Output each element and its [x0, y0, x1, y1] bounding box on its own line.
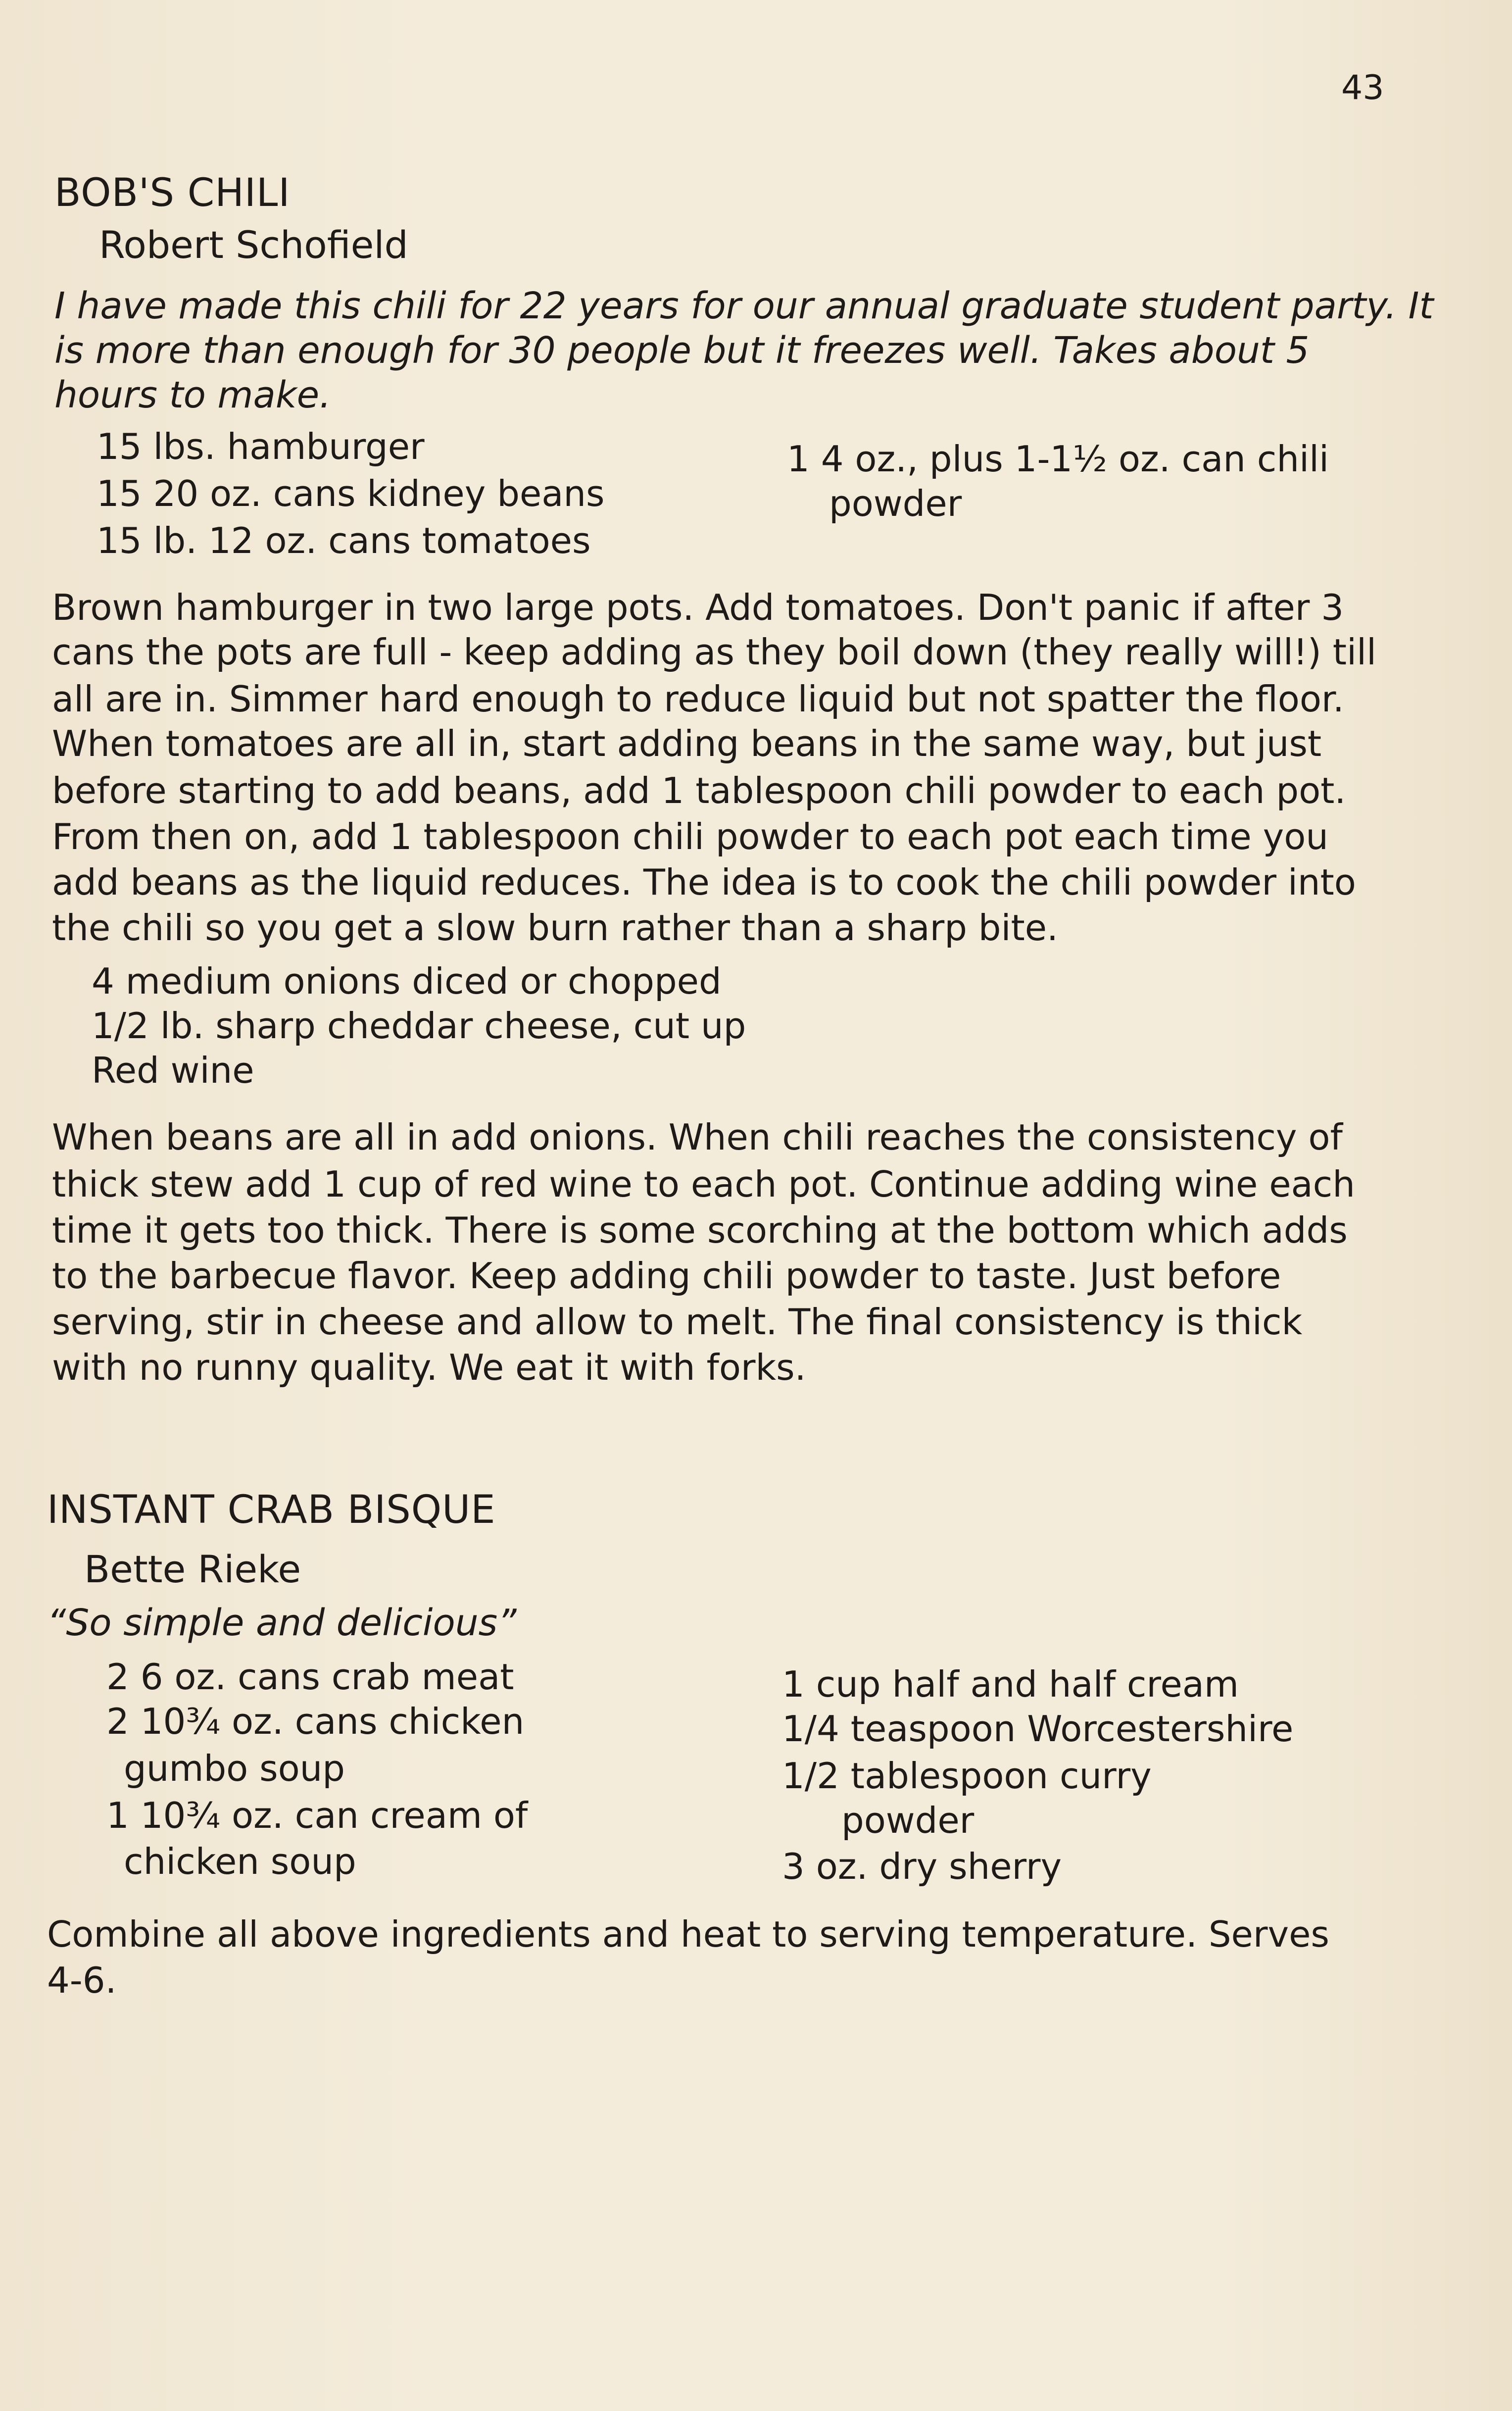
method-line: From then on, add 1 tablespoon chili powder to each pot each time you: [52, 816, 1328, 857]
method-line: with no runny quality. We eat it with forks.: [52, 1347, 806, 1388]
ingredient-item: 2 6 oz. cans crab meat: [106, 1656, 514, 1698]
method-line: all are in. Simmer hard enough to reduce liquid but not spatter the floor.: [52, 678, 1344, 720]
page-number: 43: [1341, 68, 1384, 107]
ingredient-item: 4 medium onions diced or chopped: [92, 960, 722, 1002]
intro-line: I have made this chili for 22 years for our annual graduate student party. It: [54, 285, 1434, 327]
method-line: Brown hamburger in two large pots. Add tomatoes. Don't panic if after 3: [52, 587, 1344, 628]
ingredient-item: 1 10¾ oz. can cream of: [106, 1795, 528, 1836]
method-line: 4-6.: [47, 1959, 117, 2001]
ingredient-item: powder: [829, 483, 962, 524]
recipe-author: Robert Schofield: [99, 223, 408, 267]
ingredient-item: 1 cup half and half cream: [782, 1663, 1239, 1705]
ingredient-item: 3 oz. dry sherry: [782, 1846, 1062, 1887]
method-line: time it gets too thick. There is some scorching at the bottom which adds: [52, 1209, 1348, 1251]
method-line: add beans as the liquid reduces. The idea is to cook the chili powder into: [52, 861, 1356, 903]
ingredient-item: 1/2 lb. sharp cheddar cheese, cut up: [92, 1005, 746, 1047]
ingredient-item: Red wine: [92, 1050, 254, 1091]
ingredient-item: powder: [841, 1800, 975, 1841]
method-line: When tomatoes are all in, start adding beans in the same way, but just: [52, 723, 1322, 764]
method-line: serving, stir in cheese and allow to melt. The final consistency is thick: [52, 1301, 1303, 1343]
ingredient-item: gumbo soup: [124, 1748, 345, 1789]
ingredient-item: chicken soup: [124, 1841, 356, 1882]
ingredient-item: 15 lb. 12 oz. cans tomatoes: [97, 520, 591, 561]
method-line: thick stew add 1 cup of red wine to each pot. Continue adding wine each: [52, 1163, 1355, 1205]
intro-line: hours to make.: [54, 374, 331, 416]
method-line: the chili so you get a slow burn rather than a sharp bite.: [52, 907, 1058, 949]
recipe-quote: “So simple and delicious”: [47, 1602, 517, 1644]
method-line: Combine all above ingredients and heat to serving temperature. Serves: [47, 1913, 1329, 1955]
recipe-author: Bette Rieke: [84, 1547, 301, 1591]
ingredient-item: 2 10¾ oz. cans chicken: [106, 1701, 525, 1742]
recipe-title-bobs-chili: BOB'S CHILI: [54, 171, 291, 215]
ingredient-item: 1/4 teaspoon Worcestershire: [782, 1708, 1294, 1750]
method-line: to the barbecue flavor. Keep adding chili powder to taste. Just before: [52, 1255, 1281, 1297]
method-line: When beans are all in add onions. When chili reaches the consistency of: [52, 1116, 1343, 1158]
ingredient-item: 1/2 tablespoon curry: [782, 1755, 1152, 1797]
ingredient-item: 15 20 oz. cans kidney beans: [97, 473, 605, 514]
method-line: before starting to add beans, add 1 tablespoon chili powder to each pot.: [52, 770, 1346, 811]
intro-line: is more than enough for 30 people but it freezes well. Takes about 5: [54, 329, 1310, 372]
recipe-title-instant-crab-bisque: INSTANT CRAB BISQUE: [47, 1488, 496, 1532]
method-line: cans the pots are full - keep adding as they boil down (they really will!) till: [52, 631, 1376, 673]
ingredient-item: 15 lbs. hamburger: [97, 426, 425, 467]
ingredient-item: 1 4 oz., plus 1-1½ oz. can chili: [787, 438, 1329, 480]
